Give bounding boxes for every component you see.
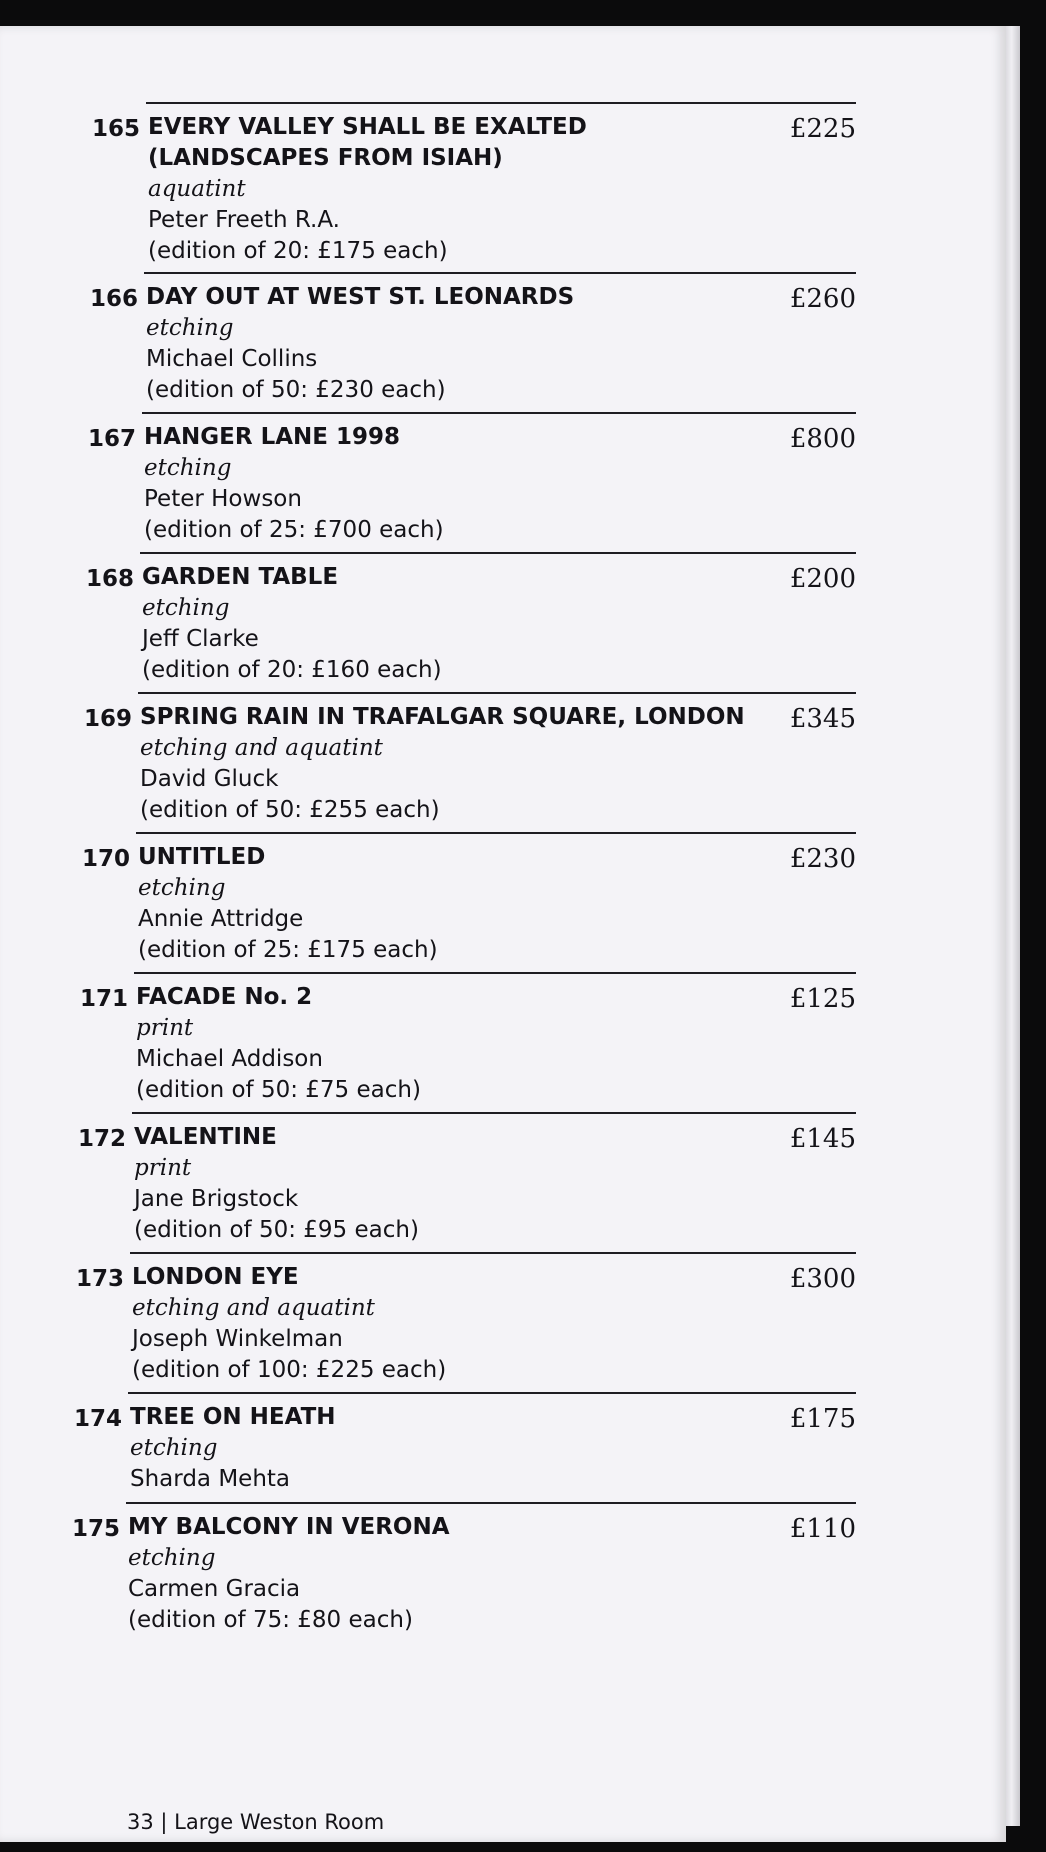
catalogue-page xyxy=(0,26,1006,1842)
catalogue-entry xyxy=(88,412,856,542)
entry-title: EVERY VALLEY SHALL BE EXALTED xyxy=(148,114,587,140)
entry-title: HANGER LANE 1998 xyxy=(144,424,401,450)
entry-details xyxy=(138,842,438,966)
entry-rule xyxy=(134,972,856,974)
entry-price: £200 xyxy=(789,564,856,594)
entry-price: £225 xyxy=(789,114,856,144)
entry-rule xyxy=(128,1392,856,1394)
entry-number: 165 xyxy=(92,116,141,142)
entry-title: FACADE No. 2 xyxy=(136,984,313,1010)
catalogue-entry xyxy=(86,552,856,682)
catalogue-entry xyxy=(92,102,856,264)
entry-price: £300 xyxy=(789,1264,856,1294)
catalogue-entry xyxy=(76,1252,856,1382)
entry-medium: etching xyxy=(128,1545,216,1571)
entry-artist: Jeff Clarke xyxy=(142,626,259,652)
entry-artist: David Gluck xyxy=(140,766,279,792)
entry-price: £230 xyxy=(789,844,856,874)
entry-artist: Joseph Winkelman xyxy=(132,1326,343,1352)
entry-details xyxy=(128,1512,450,1636)
entry-medium: print xyxy=(136,1015,194,1041)
entry-edition: (edition of 50: £95 each) xyxy=(134,1217,419,1243)
entry-price: £145 xyxy=(789,1124,856,1154)
entry-artist: Annie Attridge xyxy=(138,906,304,932)
entry-medium: aquatint xyxy=(148,176,246,202)
entry-price: £175 xyxy=(789,1404,856,1434)
entry-details xyxy=(134,1122,419,1246)
entry-number: 169 xyxy=(84,706,133,732)
catalogue-entry xyxy=(78,1112,856,1242)
entry-rule xyxy=(144,272,856,274)
entry-medium: etching and aquatint xyxy=(140,735,383,761)
entry-number: 167 xyxy=(88,426,137,452)
entry-medium: etching xyxy=(146,315,234,341)
entry-number: 171 xyxy=(80,986,129,1012)
entry-number: 173 xyxy=(76,1266,125,1292)
entry-details xyxy=(148,112,587,267)
entry-edition: (edition of 100: £225 each) xyxy=(132,1357,447,1383)
page-footer: 33 | Large Weston Room xyxy=(127,1810,385,1834)
entry-title: TREE ON HEATH xyxy=(130,1404,336,1430)
entry-edition: (edition of 50: £255 each) xyxy=(140,797,440,823)
entry-artist: Carmen Gracia xyxy=(128,1576,301,1602)
entry-artist: Sharda Mehta xyxy=(130,1466,291,1492)
entry-title: MY BALCONY IN VERONA xyxy=(128,1514,450,1540)
entry-medium: etching xyxy=(138,875,226,901)
entry-details xyxy=(130,1402,336,1495)
entry-number: 168 xyxy=(86,566,135,592)
entry-details xyxy=(132,1262,446,1386)
entry-details xyxy=(142,562,442,686)
entry-title: GARDEN TABLE xyxy=(142,564,339,590)
entry-rule xyxy=(146,102,856,104)
entry-number: 175 xyxy=(72,1516,121,1542)
entry-artist: Michael Addison xyxy=(136,1046,323,1072)
entry-price: £800 xyxy=(789,424,856,454)
entry-medium: etching xyxy=(144,455,232,481)
entry-medium: print xyxy=(134,1155,192,1181)
entry-medium: etching xyxy=(130,1435,218,1461)
entry-medium: etching xyxy=(142,595,230,621)
entry-price: £260 xyxy=(789,284,856,314)
entry-details xyxy=(140,702,745,826)
entry-details xyxy=(146,282,574,406)
entry-rule xyxy=(142,412,856,414)
entry-title: (LANDSCAPES FROM ISIAH) xyxy=(148,145,503,171)
entry-rule xyxy=(138,692,856,694)
entry-edition: (edition of 75: £80 each) xyxy=(128,1607,413,1633)
entry-edition: (edition of 50: £230 each) xyxy=(146,377,446,403)
entry-price: £125 xyxy=(789,984,856,1014)
entry-title: DAY OUT AT WEST ST. LEONARDS xyxy=(146,284,575,310)
entry-price: £110 xyxy=(789,1514,856,1544)
entry-rule xyxy=(132,1112,856,1114)
catalogue-entry xyxy=(90,272,856,402)
entry-title: UNTITLED xyxy=(138,844,266,870)
entry-details xyxy=(136,982,421,1106)
entry-artist: Peter Howson xyxy=(144,486,302,512)
entry-number: 170 xyxy=(82,846,131,872)
entry-edition: (edition of 20: £160 each) xyxy=(142,657,442,683)
entry-number: 174 xyxy=(74,1406,123,1432)
entry-edition: (edition of 20: £175 each) xyxy=(148,238,448,264)
entry-artist: Jane Brigstock xyxy=(134,1186,299,1212)
entry-edition: (edition of 25: £175 each) xyxy=(138,937,438,963)
entry-title: LONDON EYE xyxy=(132,1264,299,1290)
entry-medium: etching and aquatint xyxy=(132,1295,375,1321)
entry-number: 166 xyxy=(90,286,139,312)
entry-price: £345 xyxy=(789,704,856,734)
catalogue-entry xyxy=(72,1502,856,1632)
catalogue-entry xyxy=(80,972,856,1102)
entry-number: 172 xyxy=(78,1126,127,1152)
page-edge xyxy=(1006,26,1020,1826)
entry-title: VALENTINE xyxy=(134,1124,277,1150)
entry-rule xyxy=(130,1252,856,1254)
entry-artist: Peter Freeth R.A. xyxy=(148,207,340,233)
entry-artist: Michael Collins xyxy=(146,346,318,372)
entry-details xyxy=(144,422,444,546)
entry-title: SPRING RAIN IN TRAFALGAR SQUARE, LONDON xyxy=(140,704,745,730)
entry-rule xyxy=(126,1502,856,1504)
entry-rule xyxy=(140,552,856,554)
entry-edition: (edition of 50: £75 each) xyxy=(136,1077,421,1103)
entry-rule xyxy=(136,832,856,834)
catalogue-entry xyxy=(82,832,856,962)
entry-edition: (edition of 25: £700 each) xyxy=(144,517,444,543)
catalogue-entry xyxy=(84,692,856,822)
